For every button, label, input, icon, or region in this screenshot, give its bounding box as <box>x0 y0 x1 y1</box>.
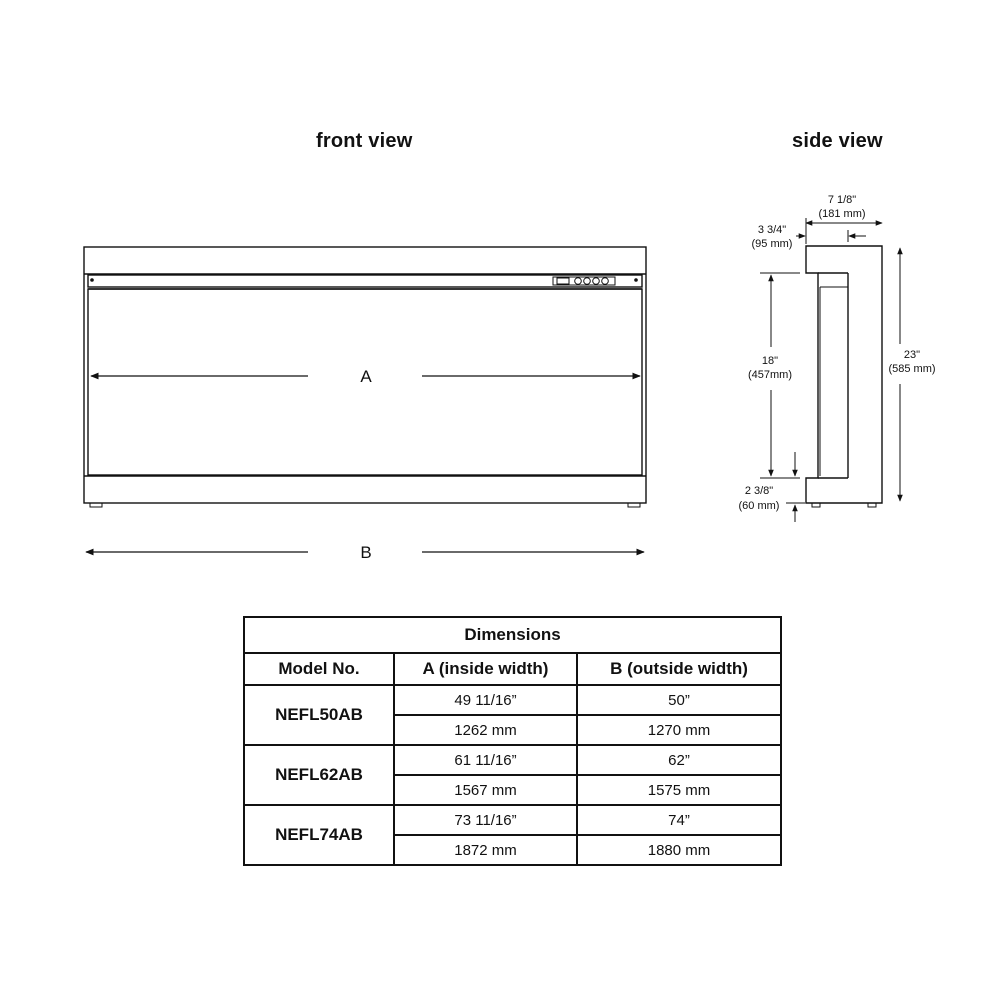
header-b: B (outside width) <box>577 653 781 685</box>
header-model: Model No. <box>244 653 394 685</box>
base-height-inches: 2 3/8" <box>744 485 774 497</box>
button-icon <box>575 278 582 285</box>
model-number: NEFL74AB <box>244 805 394 865</box>
b-inches: 62” <box>577 745 781 775</box>
screw-icon <box>634 278 638 282</box>
table-row <box>244 745 781 775</box>
front-view-title: front view <box>316 130 413 152</box>
b-mm: 1880 mm <box>577 835 781 865</box>
a-mm: 1872 mm <box>394 835 577 865</box>
side-view-drawing <box>806 246 882 507</box>
base-height-mm: (60 mm) <box>738 500 780 512</box>
power-switch-icon <box>557 278 569 284</box>
dimension-a-label: A <box>360 367 372 386</box>
a-inches: 73 11/16” <box>394 805 577 835</box>
table-row <box>244 805 781 835</box>
dimension-b-label: B <box>360 543 372 562</box>
model-number: NEFL62AB <box>244 745 394 805</box>
inner-height-mm: (457mm) <box>747 369 793 381</box>
side-view-title: side view <box>792 130 883 152</box>
table-title: Dimensions <box>244 617 781 653</box>
total-height-inches: 23" <box>903 349 921 361</box>
total-height-mm: (585 mm) <box>888 363 936 375</box>
header-a: A (inside width) <box>394 653 577 685</box>
recess-inches: 3 3/4" <box>757 224 787 236</box>
depth-mm: (181 mm) <box>818 208 866 220</box>
screw-icon <box>90 278 94 282</box>
a-mm: 1567 mm <box>394 775 577 805</box>
b-mm: 1270 mm <box>577 715 781 745</box>
inner-height-inches: 18" <box>761 355 779 367</box>
model-number: NEFL50AB <box>244 685 394 745</box>
a-inches: 61 11/16” <box>394 745 577 775</box>
button-icon <box>602 278 609 285</box>
recess-mm: (95 mm) <box>751 238 793 250</box>
b-mm: 1575 mm <box>577 775 781 805</box>
button-icon <box>593 278 600 285</box>
a-inches: 49 11/16” <box>394 685 577 715</box>
dimensions-table <box>243 616 782 866</box>
depth-inches: 7 1/8" <box>827 194 857 206</box>
b-inches: 74” <box>577 805 781 835</box>
button-icon <box>584 278 591 285</box>
table-row <box>244 685 781 715</box>
b-inches: 50” <box>577 685 781 715</box>
a-mm: 1262 mm <box>394 715 577 745</box>
